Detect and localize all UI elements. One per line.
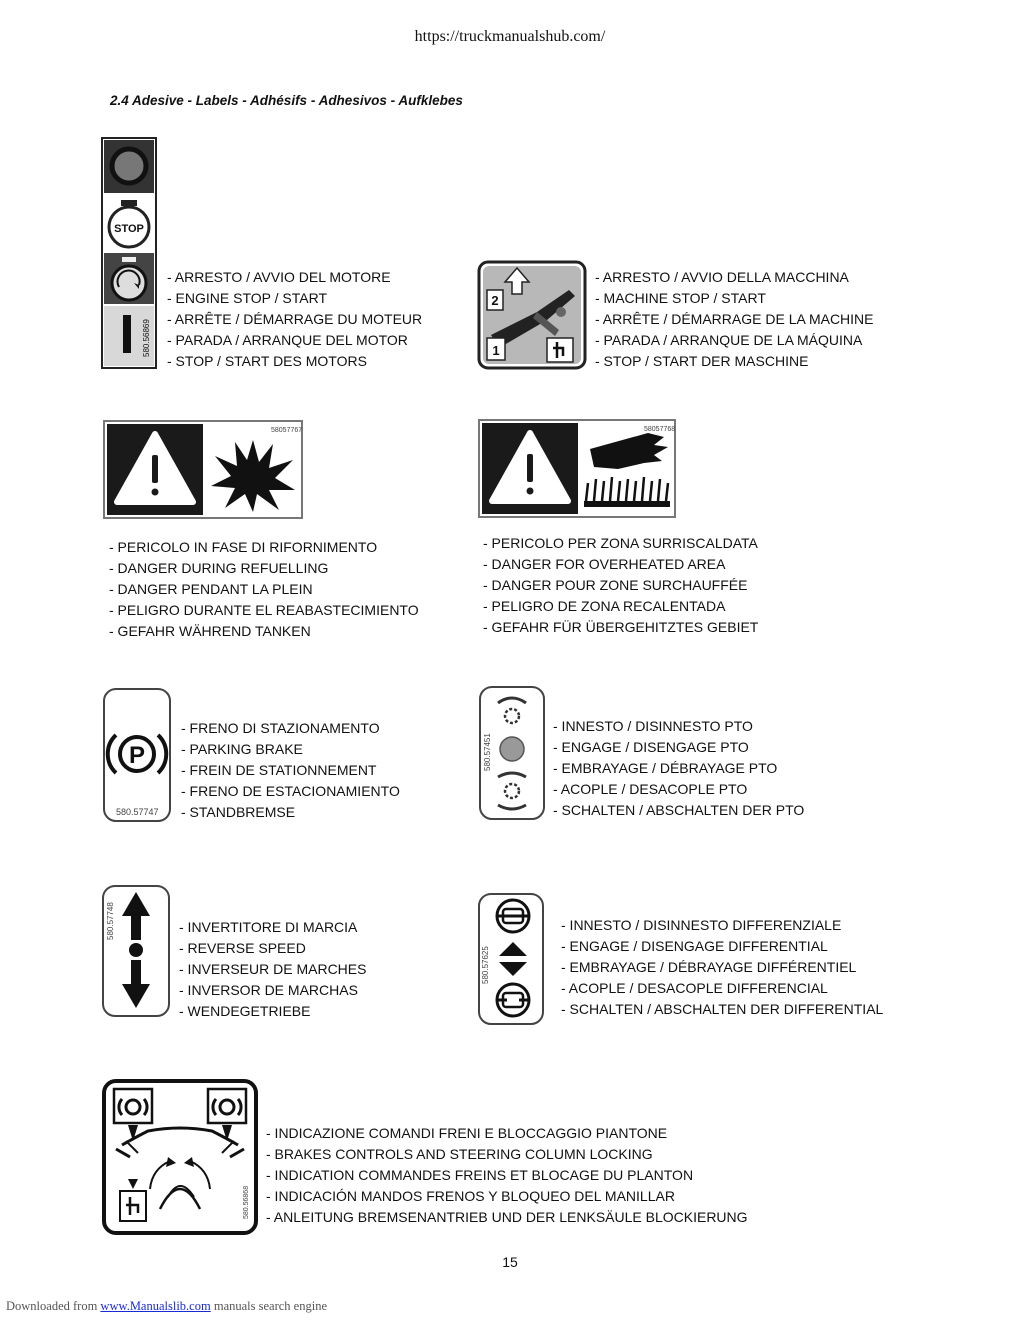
engine-part-number: 580.56869 <box>142 319 151 357</box>
caption-line: - ARRESTO / AVVIO DELLA MACCHINA <box>595 269 849 285</box>
caption-line: - INDICAZIONE COMANDI FRENI E BLOCCAGGIO PIANTONE <box>266 1125 668 1141</box>
pto-button-icon <box>500 737 524 761</box>
pto-part-number: 580.57451 <box>483 733 492 771</box>
caption-line: - SCHALTEN / ABSCHALTEN DER DIFFERENTIAL <box>561 1001 884 1017</box>
caption-line: - PARKING BRAKE <box>181 741 303 757</box>
neutral-dot-icon <box>129 943 143 957</box>
footer <box>6 1299 327 1314</box>
caption-line: - STANDBREMSE <box>181 804 296 820</box>
overheat-caption <box>483 533 758 638</box>
overheat-part-number: 58057768 <box>644 426 676 433</box>
svg-text:1: 1 <box>492 343 500 358</box>
caption-line: - INDICATION COMMANDES FREINS ET BLOCAGE DU PLANTON <box>266 1167 694 1183</box>
engine-on-bar-icon <box>123 315 131 353</box>
caption-line: - DANGER PENDANT LA PLEIN <box>109 581 313 597</box>
differential-part-number: 580.57625 <box>481 946 490 984</box>
pto-caption <box>553 716 804 821</box>
footer-suffix: manuals search engine <box>213 1299 327 1313</box>
caption-line: - INDICACIÓN MANDOS FRENOS Y BLOQUEO DEL MANILLAR <box>266 1188 675 1204</box>
caption-line: - ARRÊTE / DÉMARRAGE DU MOTEUR <box>167 311 423 327</box>
operator-seat-icon <box>547 338 573 362</box>
svg-text:P: P <box>128 742 146 769</box>
reverse-part-number: 580.57748 <box>106 902 115 940</box>
caption-line: - INVERTITORE DI MARCIA <box>179 919 358 935</box>
caption-line: - REVERSE SPEED <box>179 940 306 956</box>
caption-line: - PELIGRO DE ZONA RECALENTADA <box>483 598 726 614</box>
caption-line: - GEFAHR FÜR ÜBERGEHITZTES GEBIET <box>483 619 759 635</box>
caption-line: - PARADA / ARRANQUE DE LA MÁQUINA <box>595 332 863 348</box>
caption-line: - PERICOLO IN FASE DI RIFORNIMENTO <box>109 539 378 555</box>
caption-line: - ARRÊTE / DÉMARRAGE DE LA MACHINE <box>595 311 874 327</box>
footer-prefix: Downloaded from <box>6 1299 98 1313</box>
parking-part-number: 580.57747 <box>116 807 159 817</box>
brakes-steering-decal <box>102 1079 258 1235</box>
parking-brake-decal <box>102 687 172 823</box>
caption-line: - ENGINE STOP / START <box>167 290 327 306</box>
caption-line: - EMBRAYAGE / DÉBRAYAGE PTO <box>553 760 778 776</box>
machine-caption <box>595 267 874 372</box>
refuel-part-number: 58057767 <box>271 427 303 434</box>
page-number: 15 <box>502 1254 518 1270</box>
caption-line: - STOP / START DER MASCHINE <box>595 353 809 369</box>
caption-line: - INNESTO / DISINNESTO PTO <box>553 718 753 734</box>
caption-line: - DANGER FOR OVERHEATED AREA <box>483 556 726 572</box>
header-url[interactable]: https://truckmanualshub.com/ <box>414 28 606 45</box>
caption-line: - SCHALTEN / ABSCHALTEN DER PTO <box>553 802 805 818</box>
caption-line: - ARRESTO / AVVIO DEL MOTORE <box>167 269 391 285</box>
caption-line: - INNESTO / DISINNESTO DIFFERENZIALE <box>561 917 842 933</box>
engine-stop-start-decal <box>101 137 157 369</box>
svg-text:2: 2 <box>491 293 499 308</box>
overheat-danger-decal <box>478 419 676 518</box>
step-2-icon <box>487 290 503 310</box>
caption-line: - INVERSEUR DE MARCHES <box>179 961 367 977</box>
caption-line: - FRENO DE ESTACIONAMIENTO <box>181 783 400 799</box>
brakes-caption <box>266 1123 748 1228</box>
differential-caption <box>561 915 883 1020</box>
caption-line: - INVERSOR DE MARCHAS <box>179 982 358 998</box>
engine-off-circle-icon <box>112 149 146 183</box>
caption-line: - ENGAGE / DISENGAGE DIFFERENTIAL <box>561 938 828 954</box>
differential-unlocked-icon <box>497 984 529 1016</box>
caption-line: - BRAKES CONTROLS AND STEERING COLUMN LOCKING <box>266 1146 653 1162</box>
caption-line: - FRENO DI STAZIONAMENTO <box>181 720 380 736</box>
caption-line: - ANLEITUNG BREMSENANTRIEB UND DER LENKSÄULE BLOCKIERUNG <box>266 1209 748 1225</box>
caption-line: - PARADA / ARRANQUE DEL MOTOR <box>167 332 408 348</box>
machine-stop-start-decal <box>477 260 587 370</box>
caption-line: - DANGER DURING REFUELLING <box>109 560 329 576</box>
caption-line: - GEFAHR WÄHREND TANKEN <box>109 623 311 639</box>
caption-line: - MACHINE STOP / START <box>595 290 766 306</box>
caption-line: - DANGER POUR ZONE SURCHAUFFÉE <box>483 577 748 593</box>
engine-stop-text: STOP <box>114 223 144 235</box>
reverse-speed-decal <box>101 884 171 1018</box>
caption-line: - PELIGRO DURANTE EL REABASTECIMIENTO <box>109 602 419 618</box>
caption-line: - WENDEGETRIEBE <box>179 1003 311 1019</box>
refuel-danger-decal <box>103 420 303 519</box>
caption-line: - PERICOLO PER ZONA SURRISCALDATA <box>483 535 758 551</box>
engine-caption <box>167 267 422 372</box>
differential-decal <box>477 892 545 1026</box>
caption-line: - FREIN DE STATIONNEMENT <box>181 762 377 778</box>
caption-line: - ACOPLE / DESACOPLE DIFFERENCIAL <box>561 980 828 996</box>
reverse-caption <box>179 917 366 1022</box>
step-1-icon <box>487 338 505 360</box>
brakes-part-number: 580.56868 <box>243 1185 250 1219</box>
caption-line: - EMBRAYAGE / DÉBRAYAGE DIFFÉRENTIEL <box>561 959 857 975</box>
caption-line: - STOP / START DES MOTORS <box>167 353 367 369</box>
section-title: 2.4 Adesive - Labels - Adhésifs - Adhesivos - Aufklebes <box>110 93 463 108</box>
refuel-caption <box>109 537 419 642</box>
caption-line: - ACOPLE / DESACOPLE PTO <box>553 781 748 797</box>
manualslib-link[interactable]: www.Manualslib.com <box>100 1299 211 1313</box>
parking-caption <box>181 718 400 823</box>
caption-line: - ENGAGE / DISENGAGE PTO <box>553 739 749 755</box>
differential-locked-icon <box>497 900 529 932</box>
pto-decal <box>478 685 546 821</box>
